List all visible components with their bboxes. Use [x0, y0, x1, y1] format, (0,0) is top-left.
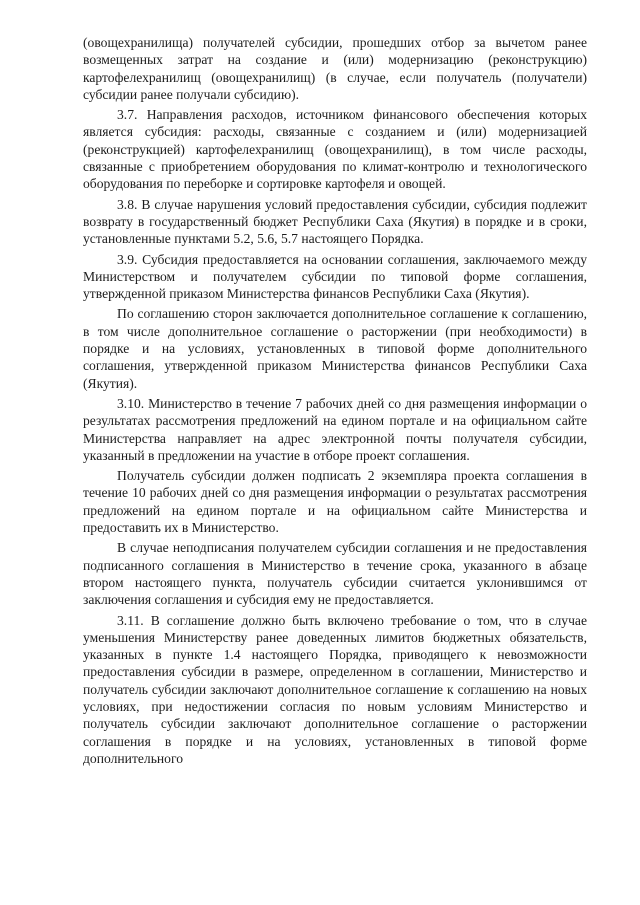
paragraph-3-7: 3.7. Направления расходов, источником финансового обеспечения которых является субсидия: расходы, связанные с созданием и (или) модернизацией (реконструкцией) картофелехранилищ (овощехранилищ), в том числе расходы, связанные с приобретением оборудования по климат-контролю и технологического оборудования по переборке и сортировке картофеля и овощей. — [83, 107, 587, 192]
paragraph-3-10-signing: Получатель субсидии должен подписать 2 экземпляра проекта соглашения в течение 10 рабочих дней со дня размещения информации о результатах рассмотрения предложений на едином портале и на официальном сайте Министерства и предоставить их в Министерство. — [83, 468, 587, 536]
paragraph-3-9-additional-agreement: По соглашению сторон заключается дополнительное соглашение к соглашению, в том числе дополнительное соглашение о расторжении (при необходимости) в порядке и на условиях, установленных в типовой форме дополнительного соглашения, утвержденной приказом Министерства финансов Республики Саха (Якутия). — [83, 306, 587, 391]
paragraph-3-10: 3.10. Министерство в течение 7 рабочих дней со дня размещения информации о результатах рассмотрения предложений на едином портале и на официальном сайте Министерства направляет на адрес электронной почты получателя субсидии, указанный в предложении на участие в отборе проект соглашения. — [83, 395, 587, 463]
paragraph-3-8: 3.8. В случае нарушения условий предоставления субсидии, субсидия подлежит возврату в государственный бюджет Республики Саха (Якутия) в порядке и в сроки, установленные пунктами 5.2, 5.6, 5.7 настоящего Порядка. — [83, 196, 587, 247]
paragraph-continuation: (овощехранилища) получателей субсидии, прошедших отбор за вычетом ранее возмещенных затрат на создание и (или) модернизацию (реконструкцию) картофелехранилищ (овощехранилищ) (в случае, если получатель (получатели) субсидии ранее получали субсидию). — [83, 35, 587, 102]
document-body — [83, 34, 587, 770]
paragraph-3-11: 3.11. В соглашение должно быть включено требование о том, что в случае уменьшения Министерству ранее доведенных лимитов бюджетных обязательств, указанных в пункте 1.4 настоящего Порядка, приводящего к невозможности предоставления субсидии в размере, определенном в соглашении, Министерство и получатель субсидии заключают дополнительное соглашение к соглашению на новых условиях, при недостижении согласия по новым условиям Министерство и получатель субсидии заключают дополнительное соглашение о расторжении соглашения в порядке и на условиях, установленных в типовой форме дополнительного — [83, 612, 587, 766]
paragraph-3-9: 3.9. Субсидия предоставляется на основании соглашения, заключаемого между Министерством и получателем субсидии по типовой форме соглашения, утвержденной приказом Министерства финансов Республики Саха (Якутия). — [83, 251, 587, 302]
paragraph-3-10-nonsigning: В случае неподписания получателем субсидии соглашения и не предоставления подписанного соглашения в Министерство в течение срока, указанного в абзаце втором настоящего пункта, получатель субсидии считается уклонившимся от заключения соглашения и субсидия ему не предоставляется. — [83, 540, 587, 608]
